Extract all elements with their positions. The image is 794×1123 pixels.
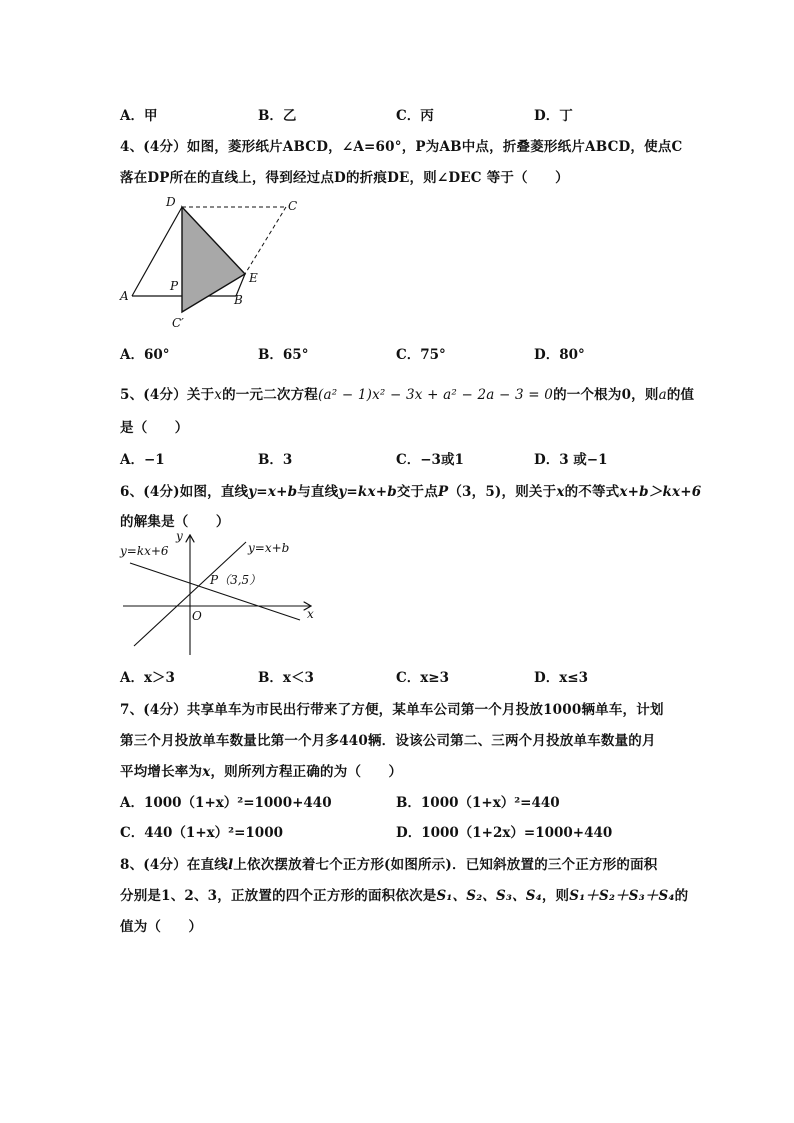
q3-option-c: C．丙 [396,108,434,124]
q5-tail: 的值 [666,387,695,403]
q4-option-c: C．75° [396,347,446,363]
q5-equation: (a² − 1)x² − 3x + a² − 2a − 3 = 0 [318,387,554,403]
q6-seg-d: （3，5)，则关于 [448,484,557,500]
q5-text-line1 [120,383,694,403]
intersection-label: P（3,5） [210,573,262,587]
q7-text-line1: 7、(4分）共享单车为市民出行带来了方便，某单车公司第一个月投放1000辆单车，计划 [120,702,664,718]
q5-option-c: C．−3或1 [396,452,464,468]
axis-x-label: x [307,607,314,621]
q5-prefix: 5、(4分）关于 [120,387,215,403]
label-p: P [170,279,179,293]
label-a: A [120,289,129,303]
q7-option-c: C．440（1+x）²=1000 [120,825,283,841]
line-kx6-label: y=kx+6 [120,544,169,558]
q7-seg-b: ，则所列方程正确的为（ ） [210,764,403,780]
line-xb-label: y=x+b [248,541,290,555]
q6-point: P [437,484,449,500]
q8-seg-c: 分别是1、2、3，正放置的四个正方形的面积依次是 [120,888,437,904]
q7-text-line3 [120,760,402,780]
q8-text-line1 [120,853,658,873]
q3-option-b: B．乙 [258,108,297,124]
q5-option-b: B．3 [258,452,293,468]
label-c-prime: C′ [172,316,184,330]
axis-y-label: y [176,529,183,543]
q7-seg-a: 平均增长率为 [120,764,203,780]
q8-seg-b: 上依次摆放着七个正方形(如图所示)．已知斜放置的三个正方形的面积 [233,857,658,873]
q4-option-b: B．65° [258,347,309,363]
q5-option-a: A．−1 [120,452,165,468]
q7-option-b: B．1000（1+x）²=440 [396,795,560,811]
label-d: D [166,195,176,209]
q6-option-c: C．x≥3 [396,670,449,686]
q5-var-a: a [658,387,667,403]
q6-seg-c: 交于点 [396,484,438,500]
q6-text-line1 [120,480,701,500]
q6-option-a: A．x＞3 [120,670,175,686]
q4-text-line1: 4、(4分）如图，菱形纸片ABCD，∠A=60°，P为AB中点，折叠菱形纸片ABCD，使点C [120,139,683,155]
q7-option-a: A．1000（1+x）²=1000+440 [120,795,332,811]
q5-text-line2: 是（ ） [120,420,189,436]
q8-seg-d: ，则 [541,888,570,904]
q8-seg-a: 8、(4分）在直线 [120,857,228,873]
q6-eq1: y=x+b [248,484,298,500]
label-c: C [288,199,298,213]
q5-var-x: x [214,387,223,403]
q3-option-a: A．甲 [120,108,158,124]
q7-var: x [202,764,211,780]
q6-option-d: D．x≤3 [534,670,588,686]
q6-text-line2: 的解集是（ ） [120,514,230,530]
q7-option-d: D．1000（1+2x）=1000+440 [396,825,613,841]
q6-eq2: y=kx+b [338,484,397,500]
label-b: B [234,293,243,307]
q5-mid: 的一元二次方程 [222,387,319,403]
q6-graph-figure [118,530,328,660]
q3-option-d: D．丁 [534,108,573,124]
q4-rhombus-figure [110,190,310,335]
q8-sum: S₁＋S₂＋S₃＋S₄ [569,888,675,904]
q6-seg-e: 的不等式 [564,484,620,500]
q4-option-a: A．60° [120,347,170,363]
q8-text-line2 [120,884,688,904]
q6-seg-b: 与直线 [297,484,339,500]
q4-option-d: D．80° [534,347,585,363]
q5-suffix: 的一个根为0，则 [553,387,659,403]
q7-text-line2: 第三个月投放单车数量比第一个月多440辆．设该公司第二、三两个月投放单车数量的月 [120,733,656,749]
q8-var-l: l [227,857,234,873]
q6-seg-a: 6、(4分)如图，直线 [120,484,249,500]
label-e: E [249,271,258,285]
origin-label: O [192,609,202,623]
q4-text-line2: 落在DP所在的直线上，得到经过点D的折痕DE，则∠DEC 等于（ ） [120,170,569,186]
q8-text-line3: 值为（ ） [120,919,203,935]
q8-seg-e: 的 [674,888,689,904]
q8-areas: S₁、S₂、S₃、S₄ [436,888,542,904]
q6-inequality: x+b＞kx+6 [619,484,702,500]
q6-option-b: B．x＜3 [258,670,314,686]
q5-option-d: D．3 或−1 [534,452,608,468]
q6-var: x [556,484,565,500]
